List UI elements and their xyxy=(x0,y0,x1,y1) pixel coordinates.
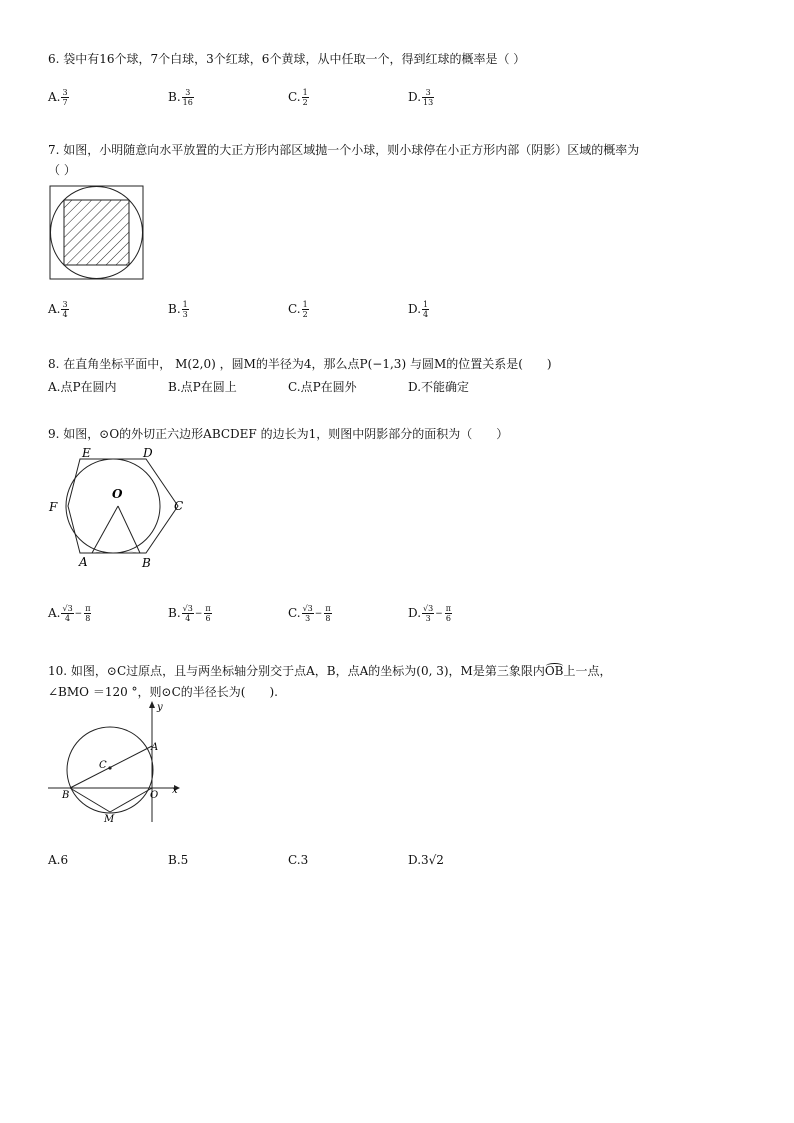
q7-option-d[interactable]: D. $\frac{1}{4}$ xyxy=(408,300,429,319)
inscribed-circle-o xyxy=(66,459,160,553)
q8-option-d[interactable]: D.不能确定 xyxy=(408,380,470,394)
segment-ob xyxy=(118,506,140,553)
q10-option-c[interactable]: C.3 xyxy=(288,853,309,867)
question-7-stem-line1: 7. 如图，小明随意向水平放置的大正方形内部区域抛一个小球，则小球停在小正方形内部（阴影）区域的概率为 xyxy=(48,143,640,157)
q6-option-b[interactable]: B. $\frac{3}{16}$ xyxy=(168,88,193,107)
q6-option-a[interactable]: A. $\frac{3}{7}$ xyxy=(48,88,68,107)
y-axis-arrow xyxy=(149,701,155,708)
q7-option-c[interactable]: C. $\frac{1}{2}$ xyxy=(288,300,308,319)
label-b: B xyxy=(142,556,151,570)
q10-option-b[interactable]: B.5 xyxy=(168,853,189,867)
circle-c xyxy=(67,727,153,813)
label-a: A xyxy=(79,555,88,569)
label-e: E xyxy=(82,446,91,460)
question-7-stem-line2: （ ） xyxy=(48,163,76,177)
label-c: C xyxy=(99,760,107,771)
q10-option-a[interactable]: A.6 xyxy=(48,853,69,867)
q9-option-d[interactable]: D. $\frac{√3}{3}$ − $\frac{\pi}{6}$ xyxy=(408,604,452,623)
label-d: D xyxy=(143,446,153,460)
arc-ob: OB xyxy=(544,664,564,678)
question-10-stem-line1: 10. 如图，⊙C过原点，且与两坐标轴分别交于点A，B，点A的坐标为(0, 3)，M是第三象限内 OB上一点， xyxy=(48,661,612,681)
q6-option-d[interactable]: D. $\frac{3}{13}$ xyxy=(408,88,434,107)
q8-option-b[interactable]: B.点P在圆上 xyxy=(168,380,237,394)
center-c-point xyxy=(108,766,111,769)
q8-option-c[interactable]: C.点P在圆外 xyxy=(288,380,357,394)
label-o: O xyxy=(112,487,123,501)
q10-option-d[interactable]: D.3√2 xyxy=(408,853,444,867)
question-8-stem: 8. 在直角坐标平面中， M(2,0) ，圆M的半径为4，那么点P(−1,3) 与圆M的位置关系是( ) xyxy=(48,357,552,371)
q9-option-c[interactable]: C. $\frac{√3}{3}$ − $\frac{\pi}{8}$ xyxy=(288,604,331,623)
q9-option-a[interactable]: A. $\frac{√3}{4}$ − $\frac{\pi}{8}$ xyxy=(48,604,91,623)
segment-oa xyxy=(92,506,118,553)
q7-option-b[interactable]: B. $\frac{1}{3}$ xyxy=(168,300,188,319)
q9-figure xyxy=(44,444,194,574)
q9-option-b[interactable]: B. $\frac{√3}{4}$ − $\frac{\pi}{6}$ xyxy=(168,604,211,623)
label-c: C xyxy=(174,499,184,513)
question-9-stem: 9. 如图，⊙O的外切正六边形ABCDEF 的边长为1，则图中阴影部分的面积为（ ） xyxy=(48,427,509,441)
label-o: O xyxy=(150,790,159,801)
label-y: y xyxy=(157,702,163,713)
q6-option-c[interactable]: C. $\frac{1}{2}$ xyxy=(288,88,308,107)
label-x: x xyxy=(172,785,178,796)
q8-option-a[interactable]: A.点P在圆内 xyxy=(48,380,117,394)
shaded-small-square xyxy=(64,200,129,265)
label-a: A xyxy=(151,742,159,753)
label-f: F xyxy=(49,500,58,514)
question-10-stem-line2: ∠BMO ＝120 °，则⊙C的半径长为( ). xyxy=(48,685,278,699)
q7-option-a[interactable]: A. $\frac{3}{4}$ xyxy=(48,300,68,319)
segment-mo xyxy=(110,788,152,812)
label-m: M xyxy=(104,814,115,825)
q7-figure xyxy=(48,184,146,282)
label-b: B xyxy=(62,790,70,801)
question-6-stem: 6. 袋中有16个球，7个白球，3个红球，6个黄球，从中任取一个，得到红球的概率是（ ） xyxy=(48,52,526,66)
q10-figure xyxy=(44,700,184,828)
hexagon-abcdef xyxy=(68,459,178,553)
